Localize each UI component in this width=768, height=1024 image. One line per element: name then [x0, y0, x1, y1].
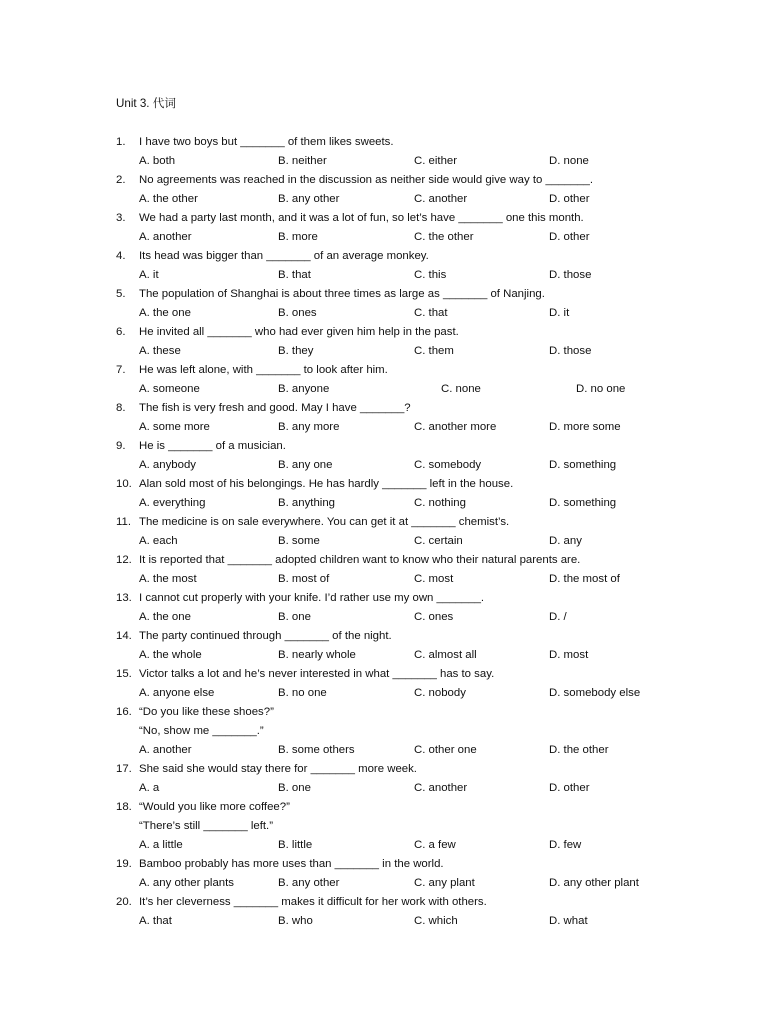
answer-option: B. one — [278, 611, 311, 623]
question-number: 4. — [116, 250, 126, 262]
answer-option: A. the whole — [139, 649, 202, 661]
question-stem: “Do you like these shoes?” — [139, 706, 274, 718]
question-item — [0, 513, 768, 551]
question-stem: He was left alone, with _______ to look after him. — [139, 364, 388, 376]
question-stem: It’s her cleverness _______ makes it difficult for her work with others. — [139, 896, 487, 908]
answer-option: A. another — [139, 744, 192, 756]
answer-option: A. anyone else — [139, 687, 215, 699]
question-number: 13. — [116, 592, 132, 604]
question-number: 17. — [116, 763, 132, 775]
question-number: 9. — [116, 440, 126, 452]
options-row — [0, 456, 768, 475]
answer-option: D. other — [549, 782, 590, 794]
answer-option: D. something — [549, 497, 617, 509]
answer-option: B. little — [278, 839, 313, 851]
answer-option: D. those — [549, 269, 592, 281]
answer-option: C. this — [414, 269, 447, 281]
options-row — [0, 646, 768, 665]
answer-option: C. the other — [414, 231, 474, 243]
answer-option: A. anybody — [139, 459, 196, 471]
answer-option: B. any other — [278, 193, 340, 205]
question-stem: He invited all _______ who had ever given him help in the past. — [139, 326, 459, 338]
answer-option: A. the one — [139, 611, 191, 623]
answer-option: C. any plant — [414, 877, 475, 889]
answer-option: C. ones — [414, 611, 454, 623]
answer-option: C. none — [441, 383, 481, 395]
question-stem-line — [0, 551, 768, 570]
answer-option: A. someone — [139, 383, 200, 395]
question-stem: He is _______ of a musician. — [139, 440, 286, 452]
answer-option: C. another more — [414, 421, 497, 433]
question-item — [0, 665, 768, 703]
question-item — [0, 798, 768, 855]
answer-option: B. nearly whole — [278, 649, 356, 661]
answer-option: A. both — [139, 155, 176, 167]
options-row — [0, 304, 768, 323]
answer-option: C. another — [414, 193, 468, 205]
question-stem: I have two boys but _______ of them likes sweets. — [139, 136, 394, 148]
question-stem: I cannot cut properly with your knife. I’d rather use my own _______. — [139, 592, 485, 604]
answer-option: B. no one — [278, 687, 327, 699]
question-item — [0, 437, 768, 475]
answer-option: D. something — [549, 459, 617, 471]
question-number: 19. — [116, 858, 132, 870]
question-stem-line — [0, 627, 768, 646]
question-stem-line — [0, 513, 768, 532]
answer-option: B. any other — [278, 877, 340, 889]
question-stem: We had a party last month, and it was a lot of fun, so let’s have _______ one this month. — [139, 212, 584, 224]
question-number: 18. — [116, 801, 132, 813]
answer-option: C. nothing — [414, 497, 466, 509]
answer-option: B. any more — [278, 421, 340, 433]
question-stem: Its head was bigger than _______ of an average monkey. — [139, 250, 429, 262]
answer-option: A. it — [139, 269, 159, 281]
options-row — [0, 380, 768, 399]
question-item — [0, 247, 768, 285]
question-stem-line — [0, 361, 768, 380]
answer-option: A. a — [139, 782, 160, 794]
answer-option: D. somebody else — [549, 687, 641, 699]
answer-option: A. a little — [139, 839, 183, 851]
options-row — [0, 874, 768, 893]
question-stem-line — [0, 323, 768, 342]
answer-option: A. each — [139, 535, 178, 547]
question-item — [0, 171, 768, 209]
answer-option: A. any other plants — [139, 877, 234, 889]
answer-option: A. the most — [139, 573, 197, 585]
answer-option: C. most — [414, 573, 454, 585]
answer-option: B. most of — [278, 573, 330, 585]
options-row — [0, 152, 768, 171]
question-stem: “No, show me _______.” — [139, 725, 264, 737]
answer-option: A. everything — [139, 497, 206, 509]
answer-option: D. / — [549, 611, 567, 623]
answer-option: D. any — [549, 535, 582, 547]
question-stem-line — [0, 133, 768, 152]
question-item — [0, 703, 768, 760]
answer-option: A. the other — [139, 193, 198, 205]
answer-option: C. them — [414, 345, 454, 357]
options-row — [0, 342, 768, 361]
question-number: 20. — [116, 896, 132, 908]
question-item — [0, 209, 768, 247]
question-number: 1. — [116, 136, 126, 148]
question-number: 15. — [116, 668, 132, 680]
options-row — [0, 836, 768, 855]
question-stem-line — [0, 893, 768, 912]
question-item — [0, 475, 768, 513]
answer-option: A. another — [139, 231, 192, 243]
question-stem-line — [0, 437, 768, 456]
options-row — [0, 570, 768, 589]
answer-option: D. the other — [549, 744, 609, 756]
question-number: 11. — [116, 516, 131, 528]
answer-option: C. other one — [414, 744, 477, 756]
question-stem-line — [0, 171, 768, 190]
question-number: 12. — [116, 554, 132, 566]
answer-option: B. some — [278, 535, 320, 547]
question-stem-line — [0, 760, 768, 779]
answer-option: B. ones — [278, 307, 317, 319]
answer-option: D. other — [549, 231, 590, 243]
answer-option: D. none — [549, 155, 589, 167]
question-item — [0, 551, 768, 589]
answer-option: B. more — [278, 231, 318, 243]
answer-option: D. any other plant — [549, 877, 639, 889]
question-stem: The medicine is on sale everywhere. You can get it at _______ chemist’s. — [139, 516, 510, 528]
question-number: 8. — [116, 402, 126, 414]
options-row — [0, 532, 768, 551]
question-item — [0, 855, 768, 893]
question-stem: Bamboo probably has more uses than _______ in the world. — [139, 858, 444, 870]
options-row — [0, 912, 768, 931]
question-list — [0, 133, 768, 931]
question-stem: The population of Shanghai is about three times as large as _______ of Nanjing. — [139, 288, 545, 300]
answer-option: C. which — [414, 915, 458, 927]
answer-option: D. no one — [576, 383, 626, 395]
answer-option: C. a few — [414, 839, 456, 851]
question-stem: Victor talks a lot and he’s never interested in what _______ has to say. — [139, 668, 495, 680]
answer-option: D. few — [549, 839, 582, 851]
question-item — [0, 285, 768, 323]
answer-option: C. that — [414, 307, 448, 319]
answer-option: C. certain — [414, 535, 463, 547]
options-row — [0, 418, 768, 437]
question-item — [0, 323, 768, 361]
question-item — [0, 133, 768, 171]
answer-option: C. either — [414, 155, 458, 167]
question-number: 6. — [116, 326, 126, 338]
answer-option: D. most — [549, 649, 589, 661]
question-stem-line — [0, 475, 768, 494]
question-stem-line — [0, 817, 768, 836]
question-number: 2. — [116, 174, 126, 186]
answer-option: D. more some — [549, 421, 621, 433]
question-stem-line — [0, 209, 768, 228]
answer-option: A. some more — [139, 421, 210, 433]
options-row — [0, 684, 768, 703]
answer-option: B. anything — [278, 497, 335, 509]
options-row — [0, 741, 768, 760]
answer-option: B. who — [278, 915, 313, 927]
question-stem: The fish is very fresh and good. May I have _______? — [139, 402, 411, 414]
answer-option: C. another — [414, 782, 468, 794]
options-row — [0, 190, 768, 209]
options-row — [0, 494, 768, 513]
answer-option: B. that — [278, 269, 311, 281]
question-item — [0, 361, 768, 399]
options-row — [0, 608, 768, 627]
answer-option: A. these — [139, 345, 181, 357]
options-row — [0, 228, 768, 247]
question-stem-line — [0, 247, 768, 266]
question-stem: She said she would stay there for _______ more week. — [139, 763, 417, 775]
answer-option: B. some others — [278, 744, 355, 756]
answer-option: D. it — [549, 307, 570, 319]
question-number: 14. — [116, 630, 132, 642]
question-stem-line — [0, 665, 768, 684]
options-row — [0, 779, 768, 798]
question-stem-line — [0, 703, 768, 722]
answer-option: B. anyone — [278, 383, 330, 395]
question-item — [0, 760, 768, 798]
question-stem: The party continued through _______ of the night. — [139, 630, 392, 642]
answer-option: A. the one — [139, 307, 191, 319]
question-item — [0, 399, 768, 437]
question-number: 16. — [116, 706, 132, 718]
question-stem: “There’s still _______ left.” — [139, 820, 274, 832]
question-stem: “Would you like more coffee?” — [139, 801, 290, 813]
answer-option: C. nobody — [414, 687, 466, 699]
answer-option: B. any one — [278, 459, 333, 471]
question-number: 10. — [116, 478, 132, 490]
answer-option: C. almost all — [414, 649, 477, 661]
question-stem-line — [0, 285, 768, 304]
answer-option: C. somebody — [414, 459, 482, 471]
question-stem-line — [0, 589, 768, 608]
question-stem-line — [0, 399, 768, 418]
answer-option: D. those — [549, 345, 592, 357]
question-number: 7. — [116, 364, 126, 376]
answer-option: D. the most of — [549, 573, 620, 585]
question-item — [0, 893, 768, 931]
question-stem-line — [0, 855, 768, 874]
answer-option: D. what — [549, 915, 588, 927]
answer-option: B. they — [278, 345, 314, 357]
answer-option: A. that — [139, 915, 172, 927]
question-stem: No agreements was reached in the discussion as neither side would give way to _______. — [139, 174, 593, 186]
question-stem: Alan sold most of his belongings. He has hardly _______ left in the house. — [139, 478, 514, 490]
question-number: 3. — [116, 212, 126, 224]
options-row — [0, 266, 768, 285]
document-title: Unit 3. 代词 — [116, 97, 176, 110]
question-item — [0, 627, 768, 665]
answer-option: B. neither — [278, 155, 327, 167]
answer-option: D. other — [549, 193, 590, 205]
question-stem: It is reported that _______ adopted children want to know who their natural parents are. — [139, 554, 581, 566]
question-stem-line — [0, 798, 768, 817]
question-stem-line — [0, 722, 768, 741]
question-number: 5. — [116, 288, 126, 300]
answer-option: B. one — [278, 782, 311, 794]
question-item — [0, 589, 768, 627]
